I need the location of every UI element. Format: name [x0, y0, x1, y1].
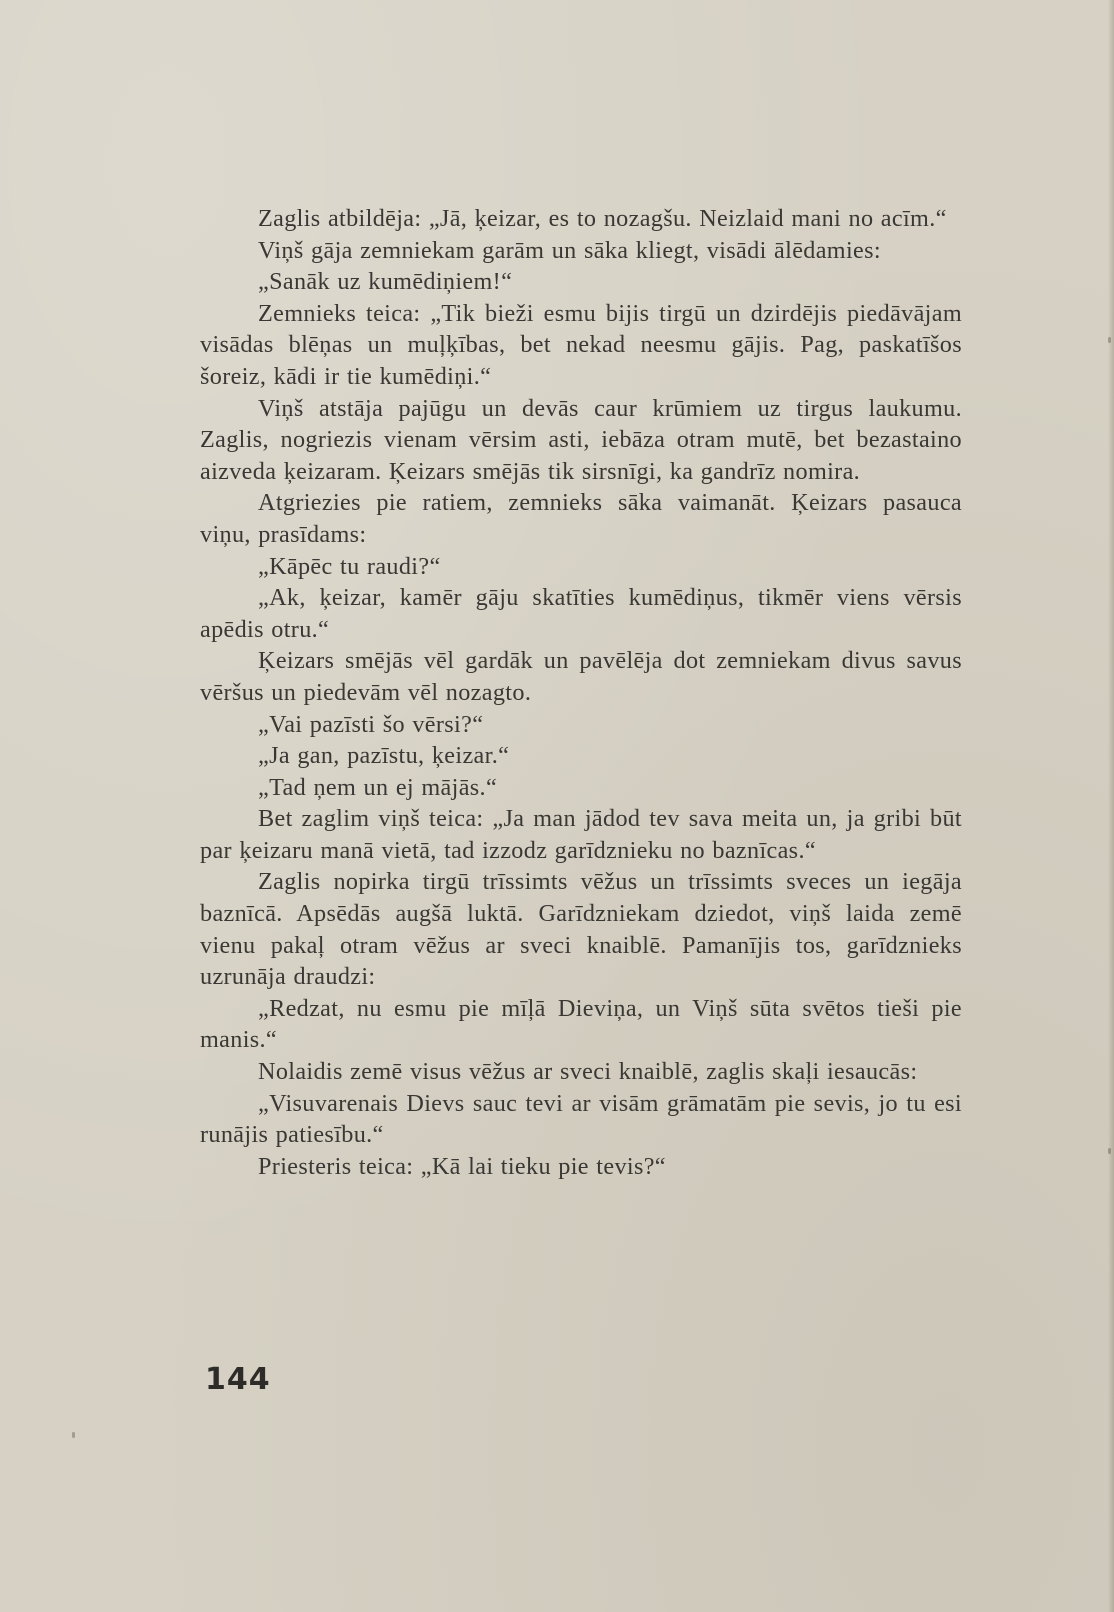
paragraph: Zaglis atbildēja: „Jā, ķeizar, es to nozagšu. Neizlaid mani no acīm.“ — [258, 205, 947, 232]
paragraph: „Kāpēc tu raudi?“ — [258, 552, 441, 580]
paragraph: „Redzat, nu esmu pie mīļā Dieviņa, un Viņš sūta svētos tieši pie manis.“ — [200, 994, 962, 1054]
paragraph: Viņš gāja zemniekam garām un sāka kliegt, visādi ālēdamies: — [258, 236, 881, 264]
paragraph: „Sanāk uz kumēdiņiem!“ — [258, 268, 513, 296]
paragraph: Zaglis nopirka tirgū trīssimts vēžus un trīssimts sveces un iegāja baznīcā. Apsēdās augšā luktā. Garīdzniekam dziedot, viņš laida zemē vienu pakaļ otram vēžus ar sveci knaiblē. Pamanījis tos, garīdznieks uzrunāja draudzi: — [200, 868, 962, 991]
paragraph: „Visuvarenais Dievs sauc tevi ar visām grāmatām pie sevis, jo tu esi runājis patiesību.“ — [200, 1089, 962, 1149]
page-text-block — [200, 203, 962, 1182]
paragraph: „Ak, ķeizar, kamēr gāju skatīties kumēdiņus, tikmēr viens vērsis apēdis otru.“ — [200, 584, 962, 643]
page-number: 144 — [205, 1362, 271, 1397]
paragraph: Zemnieks teica: „Tik bieži esmu bijis tirgū un dzirdējis piedāvājam visādas blēņas un muļķības, bet nekad neesmu gājis. Pag, paskatīšos šoreiz, kādi ir tie kumēdiņi.“ — [200, 299, 962, 390]
paragraph: „Ja gan, pazīstu, ķeizar.“ — [258, 742, 510, 770]
paragraph: „Tad ņem un ej mājās.“ — [258, 773, 498, 801]
paragraph: Nolaidis zemē visus vēžus ar sveci knaiblē, zaglis skaļi iesaucās: — [258, 1058, 918, 1086]
paragraph: Priesteris teica: „Kā lai tieku pie tevis?“ — [258, 1152, 666, 1180]
paragraph: Ķeizars smējās vēl gardāk un pavēlēja dot zemniekam divus savus vēršus un piedevām vēl nozagto. — [200, 647, 962, 706]
paragraph: Bet zaglim viņš teica: „Ja man jādod tev sava meita un, ja gribi būt par ķeizaru manā vietā, tad izzodz garīdznieku no baznīcas.“ — [200, 805, 962, 864]
paper-speck — [1108, 337, 1111, 343]
paper-speck — [1108, 1148, 1111, 1154]
paragraph: Atgriezies pie ratiem, zemnieks sāka vaimanāt. Ķeizars pasauca viņu, prasīdams: — [200, 489, 962, 548]
paragraph: Viņš atstāja pajūgu un devās caur krūmiem uz tirgus laukumu. Zaglis, nogriezis vienam vērsim asti, iebāza otram mutē, bet bezastaino aizveda ķeizaram. Ķeizars smējās tik sirsnīgi, ka gandrīz nomira. — [200, 394, 962, 485]
paper-speck — [72, 1432, 75, 1438]
page-edge-shadow — [1108, 0, 1114, 1612]
paragraph: „Vai pazīsti šo vērsi?“ — [258, 710, 484, 738]
